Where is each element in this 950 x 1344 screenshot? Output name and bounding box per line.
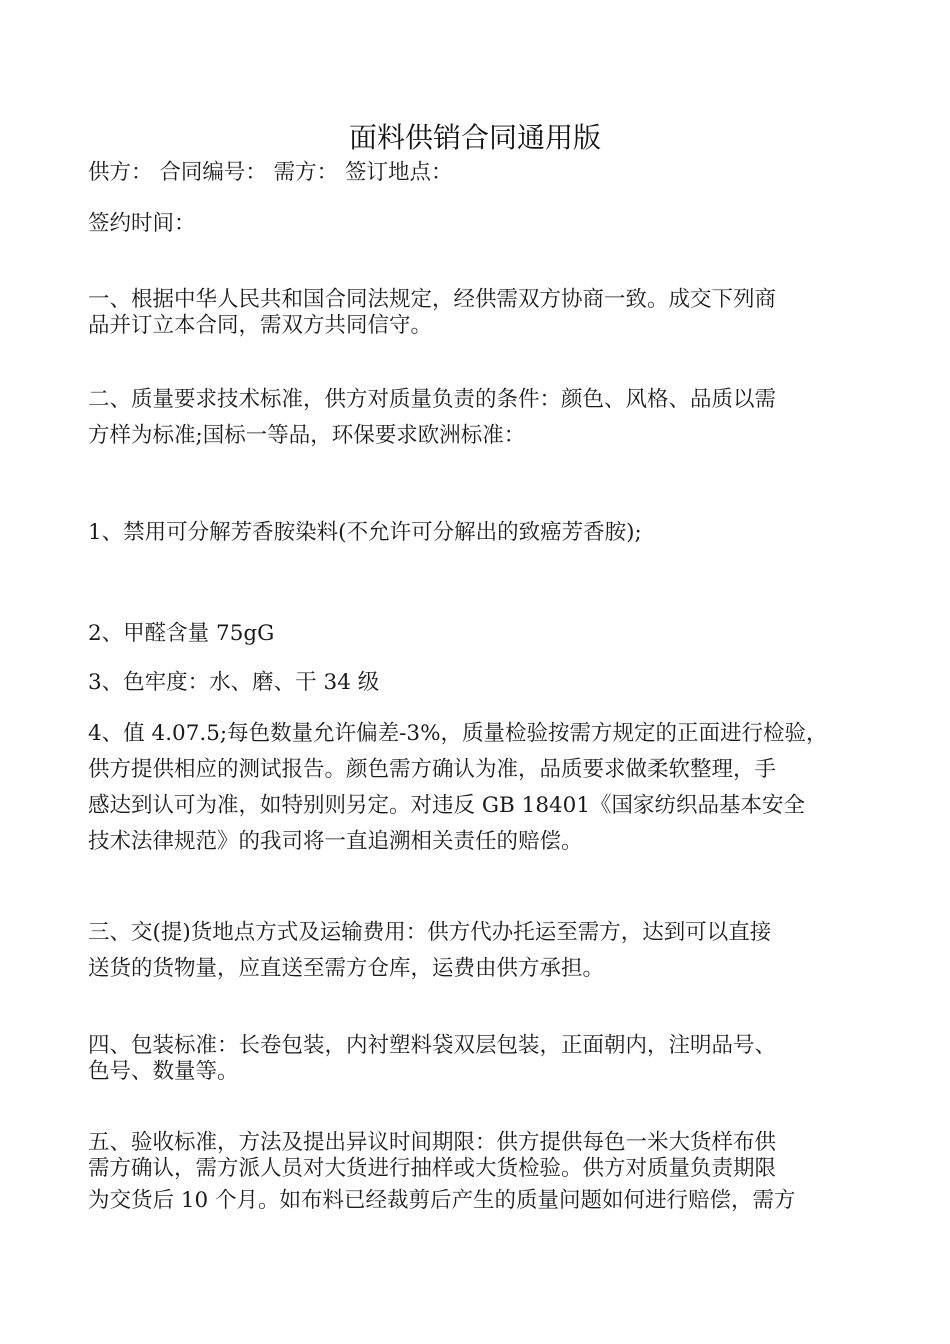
- clause-3: [88, 915, 878, 987]
- header-signing-time: 签约时间：: [88, 211, 196, 236]
- document-title: 面料供销合同通用版: [348, 121, 601, 154]
- clause-5-line: 为交货后 10 个月。如布料已经裁剪后产生的质量问题如何进行赔偿，需方: [88, 1188, 796, 1213]
- clause-5: [88, 1130, 878, 1220]
- item-1: 1、禁用可分解芳香胺染料(不允许可分解出的致癌芳香胺);: [88, 520, 642, 545]
- clause-1: [88, 287, 878, 339]
- clause-4: [88, 1033, 878, 1085]
- clause-4-line: 色号、数量等。: [88, 1059, 239, 1084]
- clause-2-line: 方样为标准;国标一等品，环保要求欧洲标准：: [88, 423, 526, 448]
- item-4-line: 感达到认可为准，如特别则另定。对违反 GB 18401《国家纺织品基本安全: [88, 793, 806, 818]
- item-2: 2、甲醛含量 75gG: [88, 621, 275, 646]
- item-4-line: 4、值 4.07.5;每色数量允许偏差-3%，质量检验按需方规定的正面进行检验，: [88, 721, 828, 746]
- clause-2-line: 二、质量要求技术标准，供方对质量负责的条件：颜色、风格、品质以需: [88, 387, 777, 412]
- item-4-line: 技术法律规范》的我司将一直追溯相关责任的赔偿。: [88, 829, 583, 854]
- clause-1-line: 一、根据中华人民共和国合同法规定，经供需双方协商一致。成交下列商: [88, 287, 777, 312]
- header-parties-line: 供方： 合同编号： 需方： 签订地点：: [88, 160, 453, 185]
- item-4: [88, 716, 878, 860]
- clause-2: [88, 382, 878, 454]
- clause-1-line: 品并订立本合同，需双方共同信守。: [88, 313, 433, 338]
- clause-4-line: 四、包装标准：长卷包装，内衬塑料袋双层包装，正面朝内，注明品号、: [88, 1033, 777, 1058]
- clause-3-line: 三、交(提)货地点方式及运输费用：供方代办托运至需方，达到可以直接: [88, 920, 772, 945]
- clause-5-line: 需方确认，需方派人员对大货进行抽样或大货检验。供方对质量负责期限: [88, 1156, 777, 1181]
- item-4-line: 供方提供相应的测试报告。颜色需方确认为准，品质要求做柔软整理，手: [88, 757, 777, 782]
- clause-3-line: 送货的货物量，应直送至需方仓库，运费由供方承担。: [88, 956, 605, 981]
- clause-5-line: 五、验收标准，方法及提出异议时间期限：供方提供每色一米大货样布供: [88, 1130, 777, 1155]
- item-3: 3、色牢度：水、磨、干 34 级: [88, 670, 380, 695]
